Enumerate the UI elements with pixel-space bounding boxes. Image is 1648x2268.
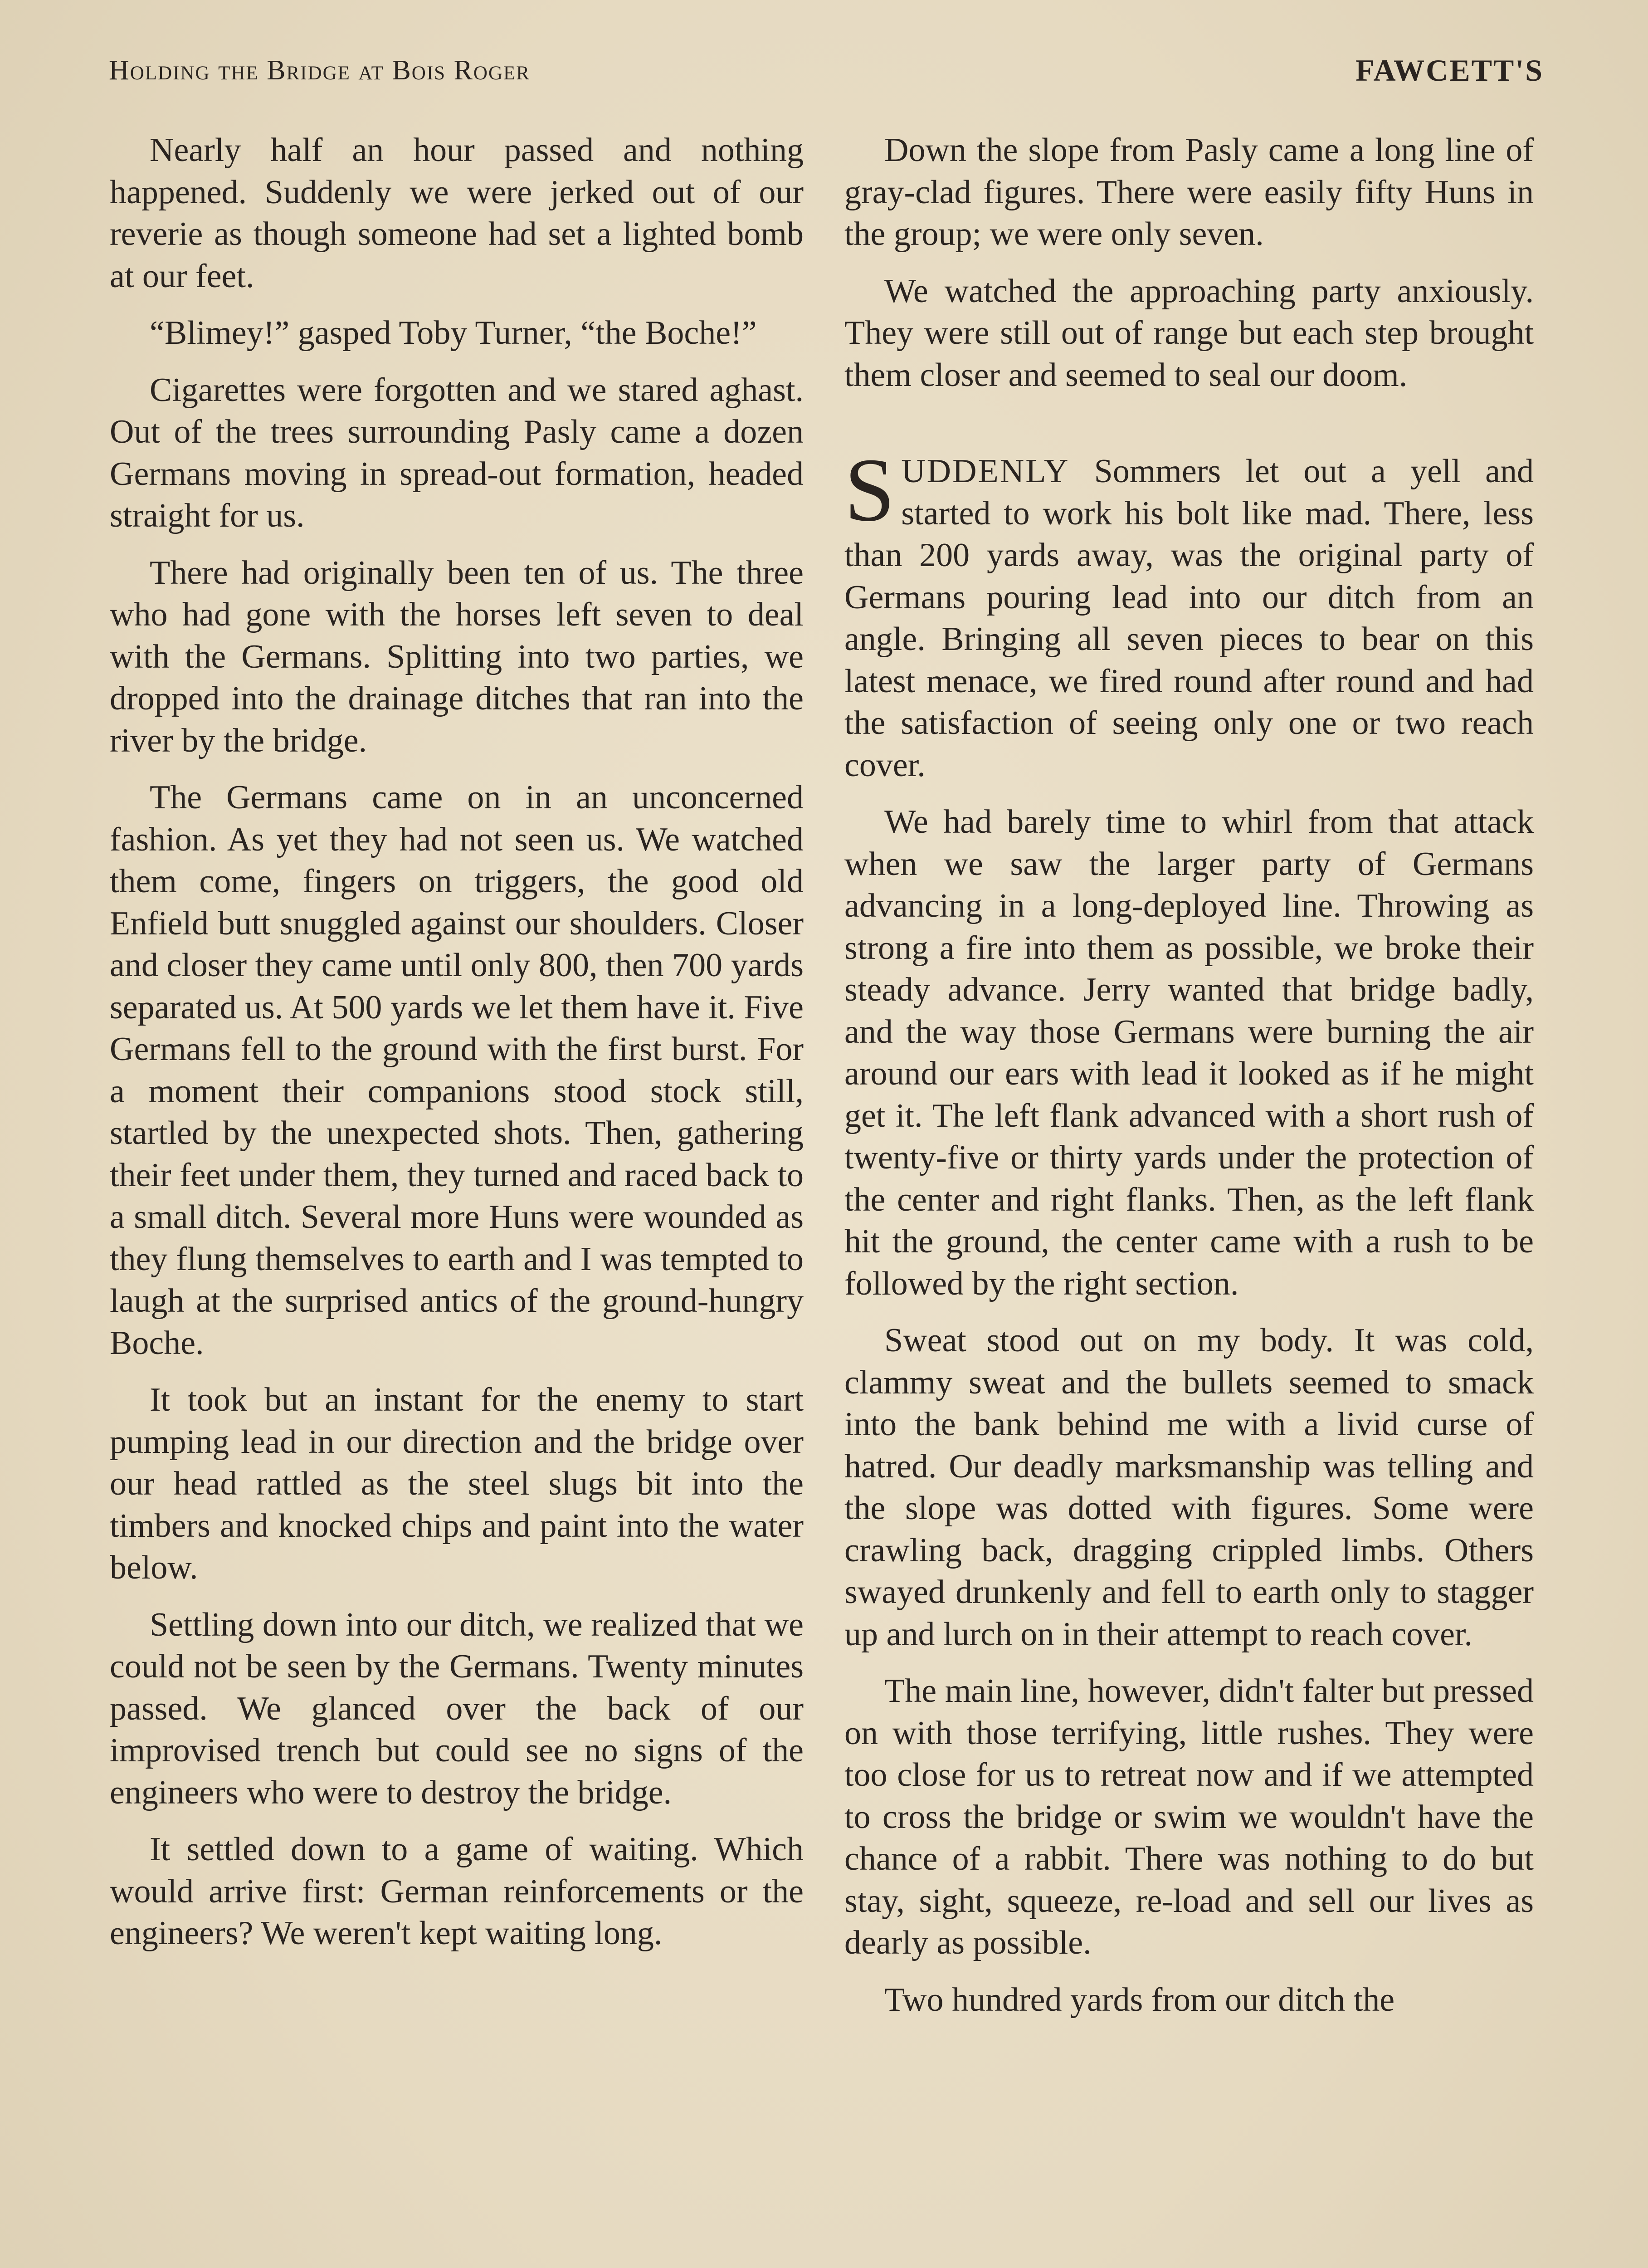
paragraph: It settled down to a game of waiting. Which would arrive first: German reinforcements or the engineers? We weren't kept waiting long. xyxy=(110,1831,804,1952)
paragraph: The Germans came on in an unconcerned fashion. As yet they had not seen us. We watched them come, fingers on triggers, the good old Enfield butt snuggled against our shoulders. Closer and closer they came until only 800, then 700 yards separated us. At 500 yards we let them have it. Five Germans fell to the ground with the first burst. For a moment their companions stood stock still, startled by the unexpected shots. Then, gathering their feet under them, they turned and raced back to a small ditch. Several more Huns were wounded as they flung themselves to earth and I was tempted to laugh at the surprised antics of the ground-hungry Boche. xyxy=(110,779,804,1362)
small-caps-lead: UDDENLY xyxy=(901,453,1070,490)
magazine-name: FAWCETT'S xyxy=(1355,53,1544,88)
left-column xyxy=(110,129,804,1970)
paragraph: “Blimey!” gasped Toby Turner, “the Boche!” xyxy=(150,314,757,352)
running-title: Holding the Bridge at Bois Roger xyxy=(109,55,530,86)
paragraph: It took but an instant for the enemy to start pumping lead in our direction and the bridge over our head rattled as the steel slugs bit into the timbers and knocked chips and paint into the water below. xyxy=(110,1381,804,1586)
paragraph: Cigarettes were forgotten and we stared aghast. Out of the trees surrounding Pasly came a dozen Germans moving in spread-out formation, headed straight for us. xyxy=(110,371,804,534)
paragraph: The main line, however, didn't falter but pressed on with those terrifying, little rushes. They were too close for us to retreat now and if we attempted to cross the bridge or swim we wouldn't have the chance of a rabbit. There was nothing to do but stay, sight, squeeze, re-load and sell our lives as dearly as possible. xyxy=(844,1672,1534,1961)
paragraph: Sweat stood out on my body. It was cold, clammy sweat and the bullets seemed to smack into the bank behind me with a livid curse of hatred. Our deadly marksmanship was telling and the slope was dotted with figures. Some were crawling back, dragging crippled limbs. Others swayed drunkenly and fell to earth only to stagger up and lurch on in their attempt to reach cover. xyxy=(844,1322,1534,1653)
paragraph: Down the slope from Pasly came a long line of gray-clad figures. There were easily fifty Huns in the group; we were only seven. xyxy=(844,132,1534,253)
paragraph: We watched the approaching party anxiously. They were still out of range but each step brought them closer and seemed to seal our doom. xyxy=(844,272,1534,394)
right-column xyxy=(844,129,1534,2026)
paragraph: We had barely time to whirl from that attack when we saw the larger party of Germans advancing in a long-deployed line. Throwing as strong a fire into them as possible, we broke their steady advance. Jerry wanted that bridge badly, and the way those Germans were burning the air around our ears with lead it looked as if he might get it. The left flank advanced with a short rush of twenty-five or thirty yards under the protection of the center and right flanks. Then, as the left flank hit the ground, the center came with a rush to be followed by the right section. xyxy=(844,803,1534,1302)
paragraph: There had originally been ten of us. The three who had gone with the horses left seven to deal with the Germans. Splitting into two parties, we dropped into the drainage ditches that ran into the river by the bridge. xyxy=(110,554,804,759)
section-opening-paragraph xyxy=(844,440,1534,786)
drop-cap-letter: S xyxy=(844,440,895,540)
paragraph: Nearly half an hour passed and nothing happened. Suddenly we were jerked out of our reverie as though someone had set a lighted bomb at our feet. xyxy=(110,132,804,295)
paragraph: Two hundred yards from our ditch the xyxy=(884,1981,1395,2019)
paragraph: Settling down into our ditch, we realized that we could not be seen by the Germans. Twenty minutes passed. We glanced over the back of our improvised trench but could see no signs of the engineers who were to destroy the bridge. xyxy=(110,1606,804,1811)
paragraph-text: Sommers let out a yell and started to work his bolt like mad. There, less than 200 yards away, was the original party of Germans pouring lead into our ditch from an angle. Bringing all seven pieces to bear on this latest menace, we fired round after round and had the satisfaction of seeing only one or two reach cover. xyxy=(844,453,1534,784)
